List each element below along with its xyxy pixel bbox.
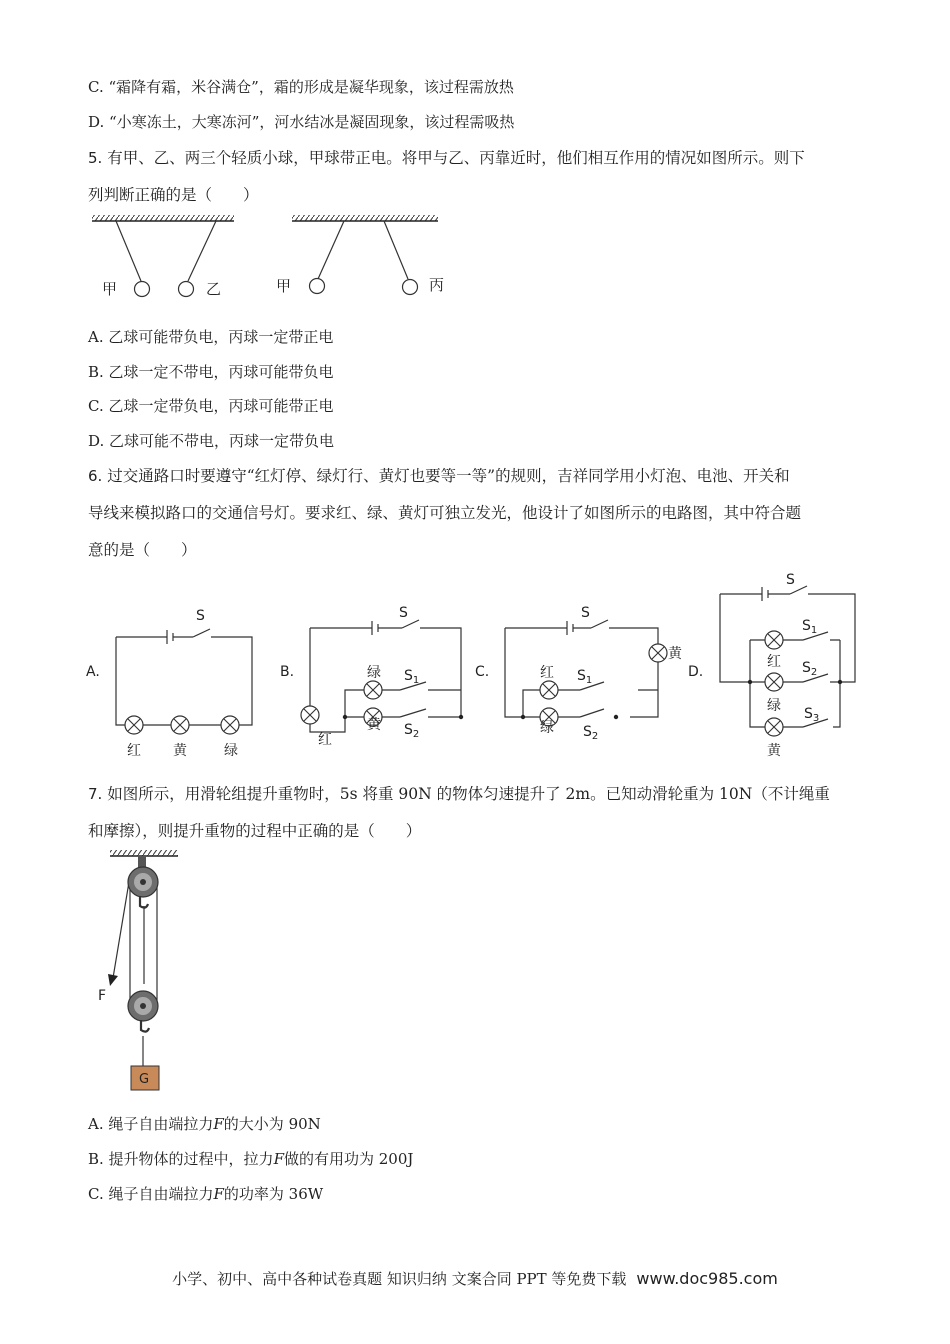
bulb-d-yellow — [765, 718, 783, 736]
q5-number: 5. — [88, 149, 103, 167]
force-label-f: F — [98, 988, 107, 1004]
d-red: 红 — [767, 654, 781, 670]
b-red: 红 — [318, 732, 332, 748]
q5-option-a: A. 乙球可能带负电，丙球一定带正电 — [88, 328, 334, 346]
q5-option-b: B. 乙球一定不带电，丙球可能带负电 — [88, 363, 334, 381]
c-switch-s2: $S_2$ — [583, 724, 599, 742]
q5-ball-figure — [88, 210, 468, 305]
q7-stem-line2: 和摩擦），则提升重物的过程中正确的是（ ） — [88, 822, 422, 840]
d-switch-s1: $S_1$ — [802, 618, 818, 636]
bulb-d-red — [765, 631, 783, 649]
q7-number: 7. — [88, 785, 103, 803]
q5-option-d: D. 乙球可能不带电，丙球一定带负电 — [88, 432, 335, 450]
ball-bing — [403, 280, 418, 295]
q4-option-c: C. “霜降有霜，米谷满仓”，霜的形成是凝华现象，该过程需放热 — [88, 78, 514, 96]
c-red: 红 — [540, 665, 554, 681]
q5-stem-line1 — [88, 146, 805, 168]
b-switch-s2: $S_2$ — [404, 722, 420, 740]
q7-pulley-figure — [88, 848, 208, 1098]
circuit-label-c: C. — [475, 664, 490, 680]
q7-option-b: B. 提升物体的过程中，拉力F做的有用功为 200J — [88, 1150, 414, 1168]
b-green: 绿 — [367, 665, 381, 681]
a-switch-s: S — [196, 608, 205, 624]
q6-circuit-figure — [80, 570, 870, 765]
q6-stem-text1: 过交通路口时要遵守“红灯停、绿灯行、黄灯也要等一等”的规则，吉祥同学用小灯泡、电池、开关和 — [107, 467, 790, 485]
ceiling-left — [92, 215, 234, 221]
b-switch-s: S — [399, 605, 408, 621]
circuit-label-d: D. — [688, 664, 704, 680]
ceiling-right — [292, 215, 438, 221]
b-yellow: 黄 — [367, 717, 381, 733]
bulb-c-red — [540, 681, 558, 699]
ball-yi — [179, 282, 194, 297]
c-switch-s1: $S_1$ — [577, 668, 593, 686]
a-red: 红 — [127, 743, 141, 759]
a-green: 绿 — [224, 743, 238, 759]
page-footer — [0, 1268, 950, 1289]
q6-stem-line3: 意的是（ ） — [88, 541, 197, 559]
bulb-c-yellow — [649, 644, 667, 662]
c-switch-s: S — [581, 605, 590, 621]
weight-label-g: G — [139, 1072, 150, 1087]
d-green: 绿 — [767, 698, 781, 714]
label-jia-left: 甲 — [102, 280, 118, 298]
bulb-b-red — [301, 706, 319, 724]
q7-stem-line1 — [88, 782, 830, 804]
a-yellow: 黄 — [173, 743, 187, 759]
q5-stem-text1: 有甲、乙、两三个轻质小球，甲球带正电。将甲与乙、丙靠近时，他们相互作用的情况如图所示。则下 — [107, 149, 805, 167]
q7-option-a: A. 绳子自由端拉力F的大小为 90N — [88, 1115, 321, 1133]
d-switch-s3: $S_3$ — [804, 706, 820, 724]
bulb-a-yellow — [171, 716, 189, 734]
bulb-a-green — [221, 716, 239, 734]
pulley-ceiling — [110, 850, 178, 856]
q5-option-c: C. 乙球一定带负电，丙球可能带正电 — [88, 397, 334, 415]
ball-jia-right — [310, 279, 325, 294]
bulb-b-green — [364, 681, 382, 699]
bulb-a-red — [125, 716, 143, 734]
q6-number: 6. — [88, 467, 103, 485]
label-yi: 乙 — [206, 280, 222, 298]
circuit-label-a: A. — [86, 664, 100, 680]
d-switch-s: S — [786, 572, 795, 588]
c-green: 绿 — [540, 720, 554, 736]
q7-option-c: C. 绳子自由端拉力F的功率为 36W — [88, 1185, 324, 1203]
b-switch-s1: $S_1$ — [404, 668, 420, 686]
q6-stem-line2: 导线来模拟路口的交通信号灯。要求红、绿、黄灯可独立发光，他设计了如图所示的电路图，其中符合题 — [88, 504, 802, 522]
c-yellow: 黄 — [668, 646, 682, 662]
footer-link[interactable]: www.doc985.com — [636, 1269, 778, 1288]
label-bing: 丙 — [429, 276, 445, 294]
d-switch-s2: $S_2$ — [802, 660, 818, 678]
q4-option-d: D. “小寒冻土，大寒冻河”，河水结冰是凝固现象，该过程需吸热 — [88, 113, 515, 131]
footer-text: 小学、初中、高中各种试卷真题 知识归纳 文案合同 PPT 等免费下载 — [172, 1270, 627, 1288]
label-jia-right: 甲 — [276, 277, 292, 295]
q7-stem-text1: 如图所示，用滑轮组提升重物时，5s 将重 90N 的物体匀速提升了 2m。已知动滑轮重为 10N（不计绳重 — [107, 785, 830, 803]
q5-stem-line2: 列判断正确的是（ ） — [88, 186, 259, 204]
d-yellow: 黄 — [767, 743, 781, 759]
ball-jia-left — [135, 282, 150, 297]
bulb-d-green — [765, 673, 783, 691]
circuit-label-b: B. — [280, 664, 295, 680]
q6-stem-line1 — [88, 464, 790, 486]
